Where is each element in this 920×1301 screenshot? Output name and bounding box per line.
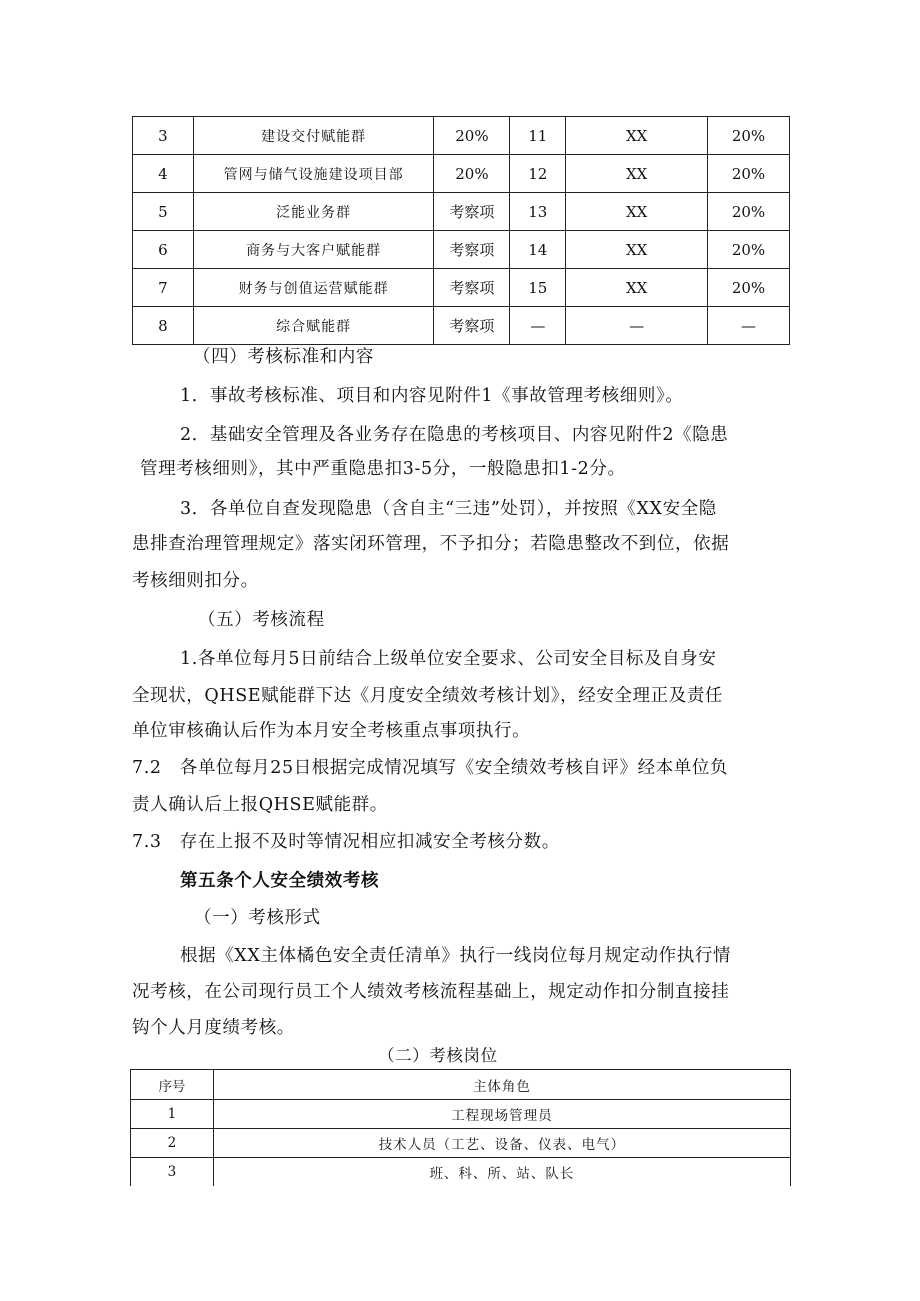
unit-name: 管网与储气设施建设项目部: [193, 155, 434, 193]
section-5-heading: （五）考核流程: [198, 610, 325, 630]
row-number-2: 13: [510, 193, 566, 231]
row-number: 1: [131, 1100, 214, 1129]
unit-name-2: XX: [566, 155, 708, 193]
section-4-item-2-line-2: 管理考核细则》，其中严重隐患扣3-5分，一般隐患扣1-2分。: [140, 459, 626, 479]
row-number: 5: [133, 193, 194, 231]
row-number: 4: [133, 155, 194, 193]
row-number-2: 12: [510, 155, 566, 193]
unit-name: 建设交付赋能群: [193, 117, 434, 155]
column-header-role: 主体角色: [213, 1070, 790, 1100]
unit-name-2: —: [566, 307, 708, 345]
row-number: 3: [133, 117, 194, 155]
table-row: [133, 155, 790, 193]
section-5-item-1-line-3: 单位审核确认后作为本月安全考核重点事项执行。: [132, 721, 531, 741]
article-5-title: 第五条个人安全绩效考核: [180, 871, 380, 891]
row-number-2: 14: [510, 231, 566, 269]
unit-weight-2: 20%: [708, 231, 790, 269]
section-5-item-1-line-2: 全现状，QHSE赋能群下达《月度安全绩效考核计划》，经安全理正及责任: [132, 686, 724, 706]
unit-weight-2: 20%: [708, 269, 790, 307]
unit-name: 商务与大客户赋能群: [193, 231, 434, 269]
unit-name-2: XX: [566, 269, 708, 307]
row-number: 6: [133, 231, 194, 269]
unit-weight: 考察项: [434, 193, 510, 231]
subsection-2-heading: （二）考核岗位: [378, 1046, 498, 1065]
unit-name-2: XX: [566, 117, 708, 155]
row-number-2: 11: [510, 117, 566, 155]
subsection-1-para-line-2: 况考核，在公司现行员工个人绩效考核流程基础上，规定动作扣分制直接挂: [132, 982, 730, 1002]
column-header-no: 序号: [131, 1070, 214, 1100]
unit-weight: 考察项: [434, 231, 510, 269]
table-row: [131, 1129, 791, 1158]
section-4-item-2-line-1: 2．基础安全管理及各业务存在隐患的考核项目、内容见附件2《隐患: [180, 425, 729, 445]
subsection-1-para-line-1: 根据《XX主体橘色安全责任清单》执行一线岗位每月规定动作执行情: [180, 946, 732, 966]
unit-weight-table: [132, 116, 790, 345]
table-row: [133, 269, 790, 307]
unit-weight: 20%: [434, 117, 510, 155]
unit-name: 财务与创值运营赋能群: [193, 269, 434, 307]
table-row: [133, 231, 790, 269]
section-4-item-3-line-1: 3．各单位自查发现隐患（含自主“三违”处罚），并按照《XX安全隐: [180, 499, 717, 519]
unit-weight-2: —: [708, 307, 790, 345]
unit-name: 泛能业务群: [193, 193, 434, 231]
table-row: [131, 1100, 791, 1129]
table-row: [133, 307, 790, 345]
unit-weight: 20%: [434, 155, 510, 193]
table-row: [133, 193, 790, 231]
unit-weight: 考察项: [434, 307, 510, 345]
section-4-item-1: 1．事故考核标准、项目和内容见附件1《事故管理考核细则》。: [180, 386, 684, 406]
unit-name-2: XX: [566, 193, 708, 231]
section-5-item-2-line-2: 责人确认后上报QHSE赋能群。: [132, 795, 388, 815]
role-name: 工程现场管理员: [213, 1100, 790, 1129]
subsection-1-para-line-3: 钩个人月度绩考核。: [132, 1018, 295, 1038]
table-row: [131, 1158, 791, 1187]
position-role-table: [130, 1069, 791, 1186]
row-number: 7: [133, 269, 194, 307]
section-4-item-3-line-2: 患排查治理管理规定》落实闭环管理，不予扣分；若隐患整改不到位，依据: [132, 534, 730, 554]
table-header-row: [131, 1070, 791, 1100]
table-row: [133, 117, 790, 155]
row-number: 2: [131, 1129, 214, 1158]
unit-name: 综合赋能群: [193, 307, 434, 345]
unit-weight: 考察项: [434, 269, 510, 307]
unit-weight-2: 20%: [708, 155, 790, 193]
section-5-item-3: 7.3 存在上报不及时等情况相应扣减安全考核分数。: [132, 832, 560, 852]
row-number-2: —: [510, 307, 566, 345]
role-name: 技术人员（工艺、设备、仪表、电气）: [213, 1129, 790, 1158]
row-number-2: 15: [510, 269, 566, 307]
unit-weight-2: 20%: [708, 117, 790, 155]
subsection-1-heading: （一）考核形式: [194, 908, 321, 928]
role-name: 班、科、所、站、队长: [213, 1158, 790, 1187]
row-number: 8: [133, 307, 194, 345]
section-4-item-3-line-3: 考核细则扣分。: [132, 571, 259, 591]
unit-name-2: XX: [566, 231, 708, 269]
row-number: 3: [131, 1158, 214, 1187]
section-4-heading: （四）考核标准和内容: [193, 347, 374, 367]
section-5-item-1-line-1: 1.各单位每月5日前结合上级单位安全要求、公司安全目标及自身安: [180, 649, 717, 669]
section-5-item-2-line-1: 7.2 各单位每月25日根据完成情况填写《安全绩效考核自评》经本单位负: [132, 758, 729, 778]
unit-weight-2: 20%: [708, 193, 790, 231]
